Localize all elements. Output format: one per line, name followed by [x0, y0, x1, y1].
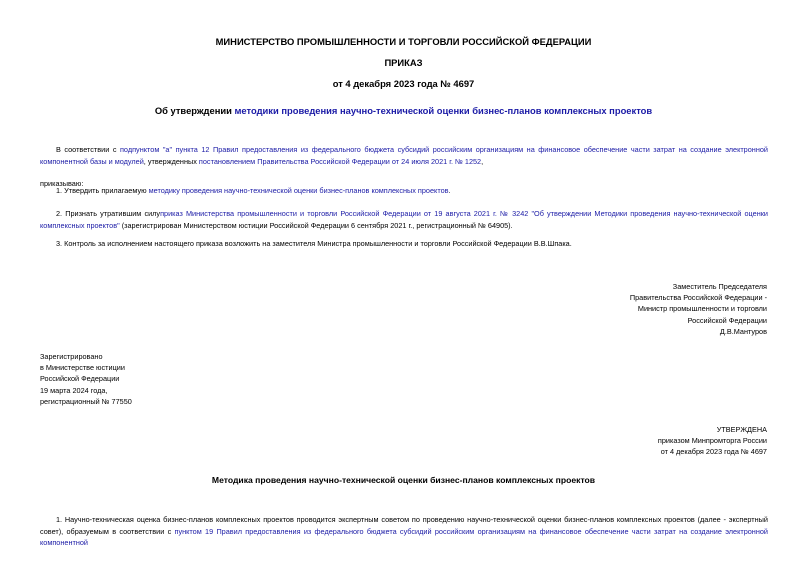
basis-text-1: В соответствии с [56, 145, 120, 154]
item-1-text-2: . [448, 186, 451, 195]
signature-name: Д.В.Мантуров [719, 326, 767, 336]
methodology-title: Методика проведения научно-технической оценки бизнес-планов комплексных проектов [211, 475, 596, 485]
registration-line: Российской Федерации [40, 374, 120, 384]
item-2-link[interactable]: приказ Министерства промышленности и торговли Российской Федерации от 19 августа 2021 г. № 3242 "Об утверждении Методики проведения научно-технической оценки комплексных проектов" [40, 209, 768, 230]
document-date-number: от 4 декабря 2023 года № 4697 [332, 78, 475, 89]
signature-block [630, 281, 767, 337]
basis-link-rules[interactable]: подпунктом "а" пункта 12 Правил предоставления из федерального бюджета субсидий российским организациям на финансовое обеспечение части затрат на создание электронной компонентной базы и модулей [40, 145, 768, 166]
methodology-item-1 [40, 514, 768, 549]
approval-block [658, 424, 767, 458]
signature-line: Российской Федерации [687, 315, 767, 325]
registration-block [40, 351, 132, 407]
item-1 [40, 185, 768, 197]
order-word: приказываю: [40, 179, 84, 188]
document-type: ПРИКАЗ [384, 57, 423, 68]
registration-number: регистрационный № 77550 [40, 396, 132, 406]
document-subject [0, 105, 807, 116]
approval-line: от 4 декабря 2023 года № 4697 [660, 447, 767, 457]
item-3: 3. Контроль за исполнением настоящего приказа возложить на заместителя Министра промышленности и торговли Российской Федерации В.В.Шпака. [56, 239, 572, 248]
item-2-text-2: (зарегистрирован Министерством юстиции Российской Федерации 6 сентября 2021 г., регистрационный № 64905). [119, 220, 513, 230]
basis-link-decree[interactable]: постановлением Правительства Российской Федерации от 24 июля 2021 г. № 1252 [198, 156, 482, 166]
approval-line: приказом Минпромторга России [657, 436, 767, 446]
methodology-item-1-text: 1. Научно-техническая оценка бизнес-планов комплексных проектов проводится экспертным советом по проведению научно-технической оценки бизнес-планов комплексных проектов (далее - экспертный совет), образуемым в соответствии с [40, 515, 768, 536]
subject-prefix: Об утверждении [154, 105, 235, 116]
item-2-text-1: 2. Признать утратившим силу [56, 209, 161, 218]
item-1-link[interactable]: методику проведения научно-технической оценки бизнес-планов комплексных проектов [148, 186, 449, 195]
registration-date: 19 марта 2024 года, [40, 385, 108, 395]
basis-paragraph [40, 144, 768, 167]
registration-line: в Министерстве юстиции [40, 363, 125, 373]
subject-link[interactable]: методики проведения научно-технической оценки бизнес-планов комплексных проектов [234, 105, 653, 116]
signature-line: Правительства Российской Федерации - [629, 293, 767, 303]
ministry-title: МИНИСТЕРСТВО ПРОМЫШЛЕННОСТИ И ТОРГОВЛИ РОССИЙСКОЙ ФЕДЕРАЦИИ [215, 36, 592, 47]
signature-line: Министр промышленности и торговли [637, 304, 767, 314]
item-1-text-1: 1. Утвердить прилагаемую [56, 186, 149, 195]
item-2 [40, 208, 768, 231]
approval-line: УТВЕРЖДЕНА [716, 425, 767, 434]
basis-text-3: , [481, 156, 484, 166]
methodology-item-1-link[interactable]: пунктом 19 Правил предоставления из федерального бюджета субсидий российским организациям на финансовое обеспечение части затрат на создание электронной компонентной [40, 526, 769, 547]
registration-line: Зарегистрировано [40, 352, 103, 361]
signature-line: Заместитель Председателя [672, 282, 767, 291]
basis-text-2: , утвержденных [143, 156, 199, 166]
